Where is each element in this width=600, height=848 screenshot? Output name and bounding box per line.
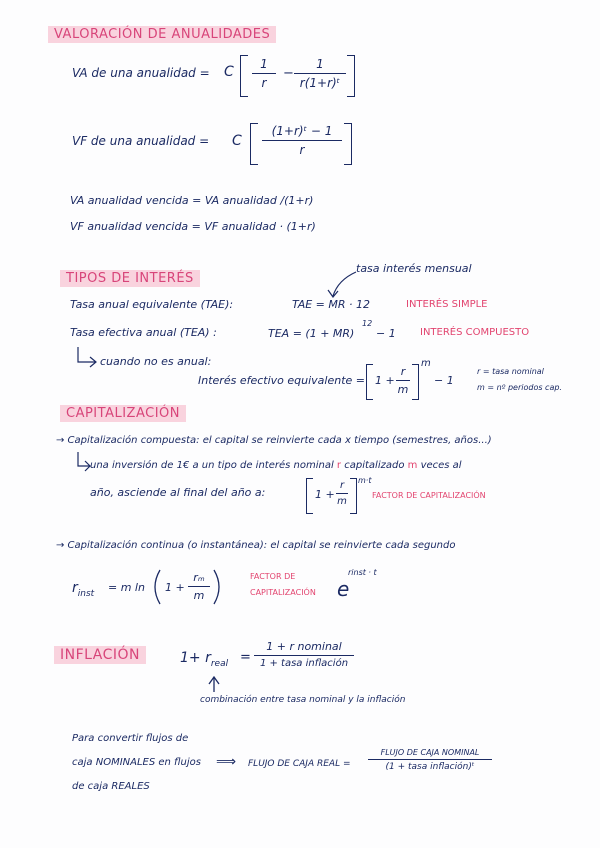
inversion-r: r	[336, 460, 342, 471]
inflacion-eq: =	[240, 650, 251, 665]
no-anual-note: cuando no es anual:	[100, 355, 212, 368]
lhs-text: 1+ r	[180, 650, 211, 666]
cap-num: r	[339, 480, 345, 491]
iee-num: r	[400, 365, 406, 378]
vf-vencida: VF anualidad vencida = VF anualidad · (1+r)	[70, 220, 316, 233]
tea-formula: TEA = (1 + MR)	[268, 327, 355, 340]
va-frac2-den: r(1+r)ᵗ	[299, 76, 341, 91]
va-frac1-num: 1	[260, 57, 268, 71]
rinst-r: r	[72, 580, 78, 596]
section-title-capitalizacion: CAPITALIZACIÓN	[60, 405, 186, 422]
va-vencida: VA anualidad vencida = VA anualidad /(1+r)	[70, 194, 314, 207]
vf-label: VF de una anualidad =	[72, 134, 210, 148]
exp-base: e	[337, 577, 350, 601]
va-label: VA de una anualidad =	[72, 66, 210, 80]
inversion-m: m	[407, 460, 418, 471]
tea-exp: 12	[362, 319, 373, 328]
iee-label: Interés efectivo equivalente =	[198, 374, 365, 387]
rinst-sub: inst	[77, 588, 95, 599]
fcr-frac	[368, 748, 492, 772]
rinst-den: m	[193, 589, 205, 603]
rinst-tag-2: CAPITALIZACIÓN	[250, 588, 316, 597]
convert-line-3: de caja REALES	[72, 781, 150, 792]
rinst-num: rₘ	[193, 571, 205, 584]
section-title-tipos: TIPOS DE INTERÉS	[60, 270, 200, 287]
inversion-text-a: una inversión de 1€ a un tipo de interés nominal	[90, 460, 334, 471]
legend-m: m = nº periodos cap.	[477, 383, 562, 392]
section-title-anualidades: VALORACIÓN DE ANUALIDADES	[48, 26, 276, 43]
va-minus: −	[283, 66, 294, 81]
inversion-line-2: año, asciende al final del año a:	[90, 486, 266, 499]
tea-tag: INTERÉS COMPUESTO	[420, 327, 530, 338]
iee-den: m	[397, 383, 409, 397]
legend-r: r = tasa nominal	[477, 367, 544, 376]
continua-line: → Capitalización continua (o instantánea): el capital se reinvierte cada segundo	[56, 540, 456, 551]
vf-frac-den: r	[299, 143, 305, 158]
va-frac2-num: 1	[316, 57, 324, 71]
cap-tag: FACTOR DE CAPITALIZACIÓN	[372, 491, 486, 500]
lhs-sub: real	[210, 658, 229, 669]
tae-formula: TAE = MR · 12	[292, 298, 371, 311]
cap-den: m	[337, 496, 347, 508]
tea-tail: − 1	[376, 327, 396, 340]
exp-power: rinst · t	[348, 568, 377, 577]
arrow-caption: combinación entre tasa nominal y la inflación	[200, 695, 406, 705]
tae-tag: INTERÉS SIMPLE	[406, 299, 488, 310]
vf-frac-num: (1+r)ᵗ − 1	[271, 124, 333, 138]
tae-label: Tasa anual equivalente (TAE):	[70, 298, 234, 311]
tea-label: Tasa efectiva anual (TEA) :	[70, 326, 217, 339]
inversion-text-b: capitalizado	[344, 460, 405, 471]
fraction-bar	[368, 759, 492, 760]
iee-exp: m	[421, 358, 431, 369]
va-c: C	[224, 64, 234, 80]
compuesta-line: → Capitalización compuesta: el capital se reinvierte cada x tiempo (semestres, años...)	[56, 435, 492, 446]
cap-exp: m·t	[358, 476, 372, 485]
implies-icon: ⟹	[216, 754, 237, 770]
iee-tail: − 1	[434, 374, 454, 387]
cap-one: 1 +	[315, 488, 335, 501]
rinst-eq: = m ln	[108, 581, 145, 594]
fcr-label: FLUJO DE CAJA REAL =	[248, 759, 351, 769]
rinst-tag-1: FACTOR DE	[250, 572, 296, 581]
convert-line-2: caja NOMINALES en flujos	[72, 757, 201, 768]
rinst-one: 1 +	[165, 581, 185, 594]
inflacion-num: 1 + r nominal	[266, 640, 342, 653]
section-title-inflacion: INFLACIÓN	[54, 646, 146, 664]
annotation-tasa-mensual: tasa interés mensual	[356, 262, 472, 275]
inversion-text-c: veces al	[420, 460, 462, 471]
inflacion-den: 1 + tasa inflación	[259, 658, 349, 670]
convert-line-1: Para convertir flujos de	[72, 733, 189, 744]
iee-one: 1 +	[375, 374, 395, 387]
va-frac1-den: r	[261, 76, 267, 91]
fcr-num: FLUJO DE CAJA NOMINAL	[380, 748, 480, 757]
vf-c: C	[232, 133, 242, 149]
fcr-den: (1 + tasa inflación)ᵗ	[385, 762, 475, 773]
